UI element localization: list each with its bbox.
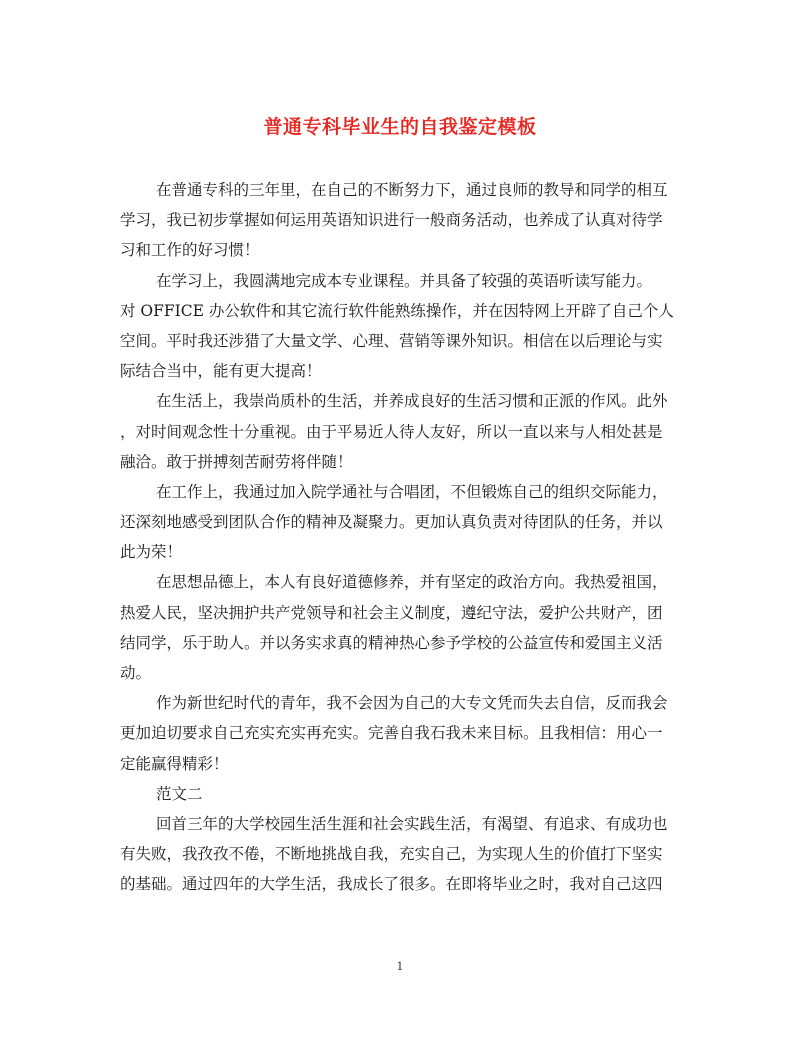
document-title: 普通专科毕业生的自我鉴定模板 <box>263 116 537 138</box>
paragraph-line: 有失败，我孜孜不倦，不断地挑战自我，充实自己，为实现人生的价值打下坚实 <box>120 845 663 864</box>
paragraph-line: 动。 <box>120 664 152 682</box>
paragraph-line: 更加迫切要求自己充实充实再充实。完善自我石我未来目标。且我相信：用心一 <box>120 724 663 743</box>
paragraph-line: 定能赢得精彩！ <box>120 754 229 773</box>
document-body <box>120 175 680 900</box>
paragraph-line: ，对时间观念性十分重视。由于平易近人待人友好，所以一直以来与人相处甚是 <box>120 422 663 441</box>
paragraph-line: 在工作上，我通过加入院学通社与合唱团，不但锻炼自己的组织交际能力， <box>156 482 668 501</box>
paragraph-line: 融洽。敢于拼搏刻苦耐劳将伴随！ <box>120 452 353 471</box>
paragraph-line: 还深刻地感受到团队合作的精神及凝聚力。更加认真负责对待团队的任务，并以 <box>120 513 663 532</box>
paragraph-line: 学习，我已初步掌握如何运用英语知识进行一般商务活动，也养成了认真对待学 <box>120 211 663 230</box>
paragraph-line: 空间。平时我还涉猎了大量文学、心理、营销等课外知识。相信在以后理论与实 <box>120 331 663 350</box>
paragraph-line: 在生活上，我崇尚质朴的生活，并养成良好的生活习惯和正派的作风。此外 <box>156 392 668 411</box>
paragraph-line: 习和工作的好习惯！ <box>120 241 260 260</box>
paragraph-line: 在普通专科的三年里，在自己的不断努力下，通过良师的教导和同学的相互 <box>156 181 668 199</box>
paragraph-line: 的基础。通过四年的大学生活，我成长了很多。在即将毕业之时，我对自己这四 <box>120 875 663 894</box>
paragraph-line: 对 OFFICE 办公软件和其它流行软件能熟练操作，并在因特网上开辟了自己个人 <box>120 301 674 320</box>
page-number: 1 <box>396 960 404 973</box>
paragraph-line: 热爱人民，坚决拥护共产党领导和社会主义制度，遵纪守法，爱护公共财产，团 <box>120 603 663 622</box>
paragraph-line: 在学习上，我圆满地完成本专业课程。并具备了较强的英语听读写能力。 <box>156 271 653 290</box>
paragraph-line: 在思想品德上，本人有良好道德修养，并有坚定的政治方向。我热爱祖国， <box>156 573 668 592</box>
paragraph-line: 际结合当中，能有更大提高！ <box>120 362 322 381</box>
paragraph-line: 回首三年的大学校园生活生涯和社会实践生活，有渴望、有追求、有成功也 <box>156 814 668 833</box>
paragraph-line: 结同学，乐于助人。并以务实求真的精神热心参予学校的公益宣传和爱国主义活 <box>120 633 663 652</box>
section-heading: 范文二 <box>156 784 203 803</box>
paragraph-line: 作为新世纪时代的青年，我不会因为自己的大专文凭而失去自信，反而我会 <box>156 694 668 713</box>
paragraph-line: 此为荣！ <box>120 543 183 562</box>
